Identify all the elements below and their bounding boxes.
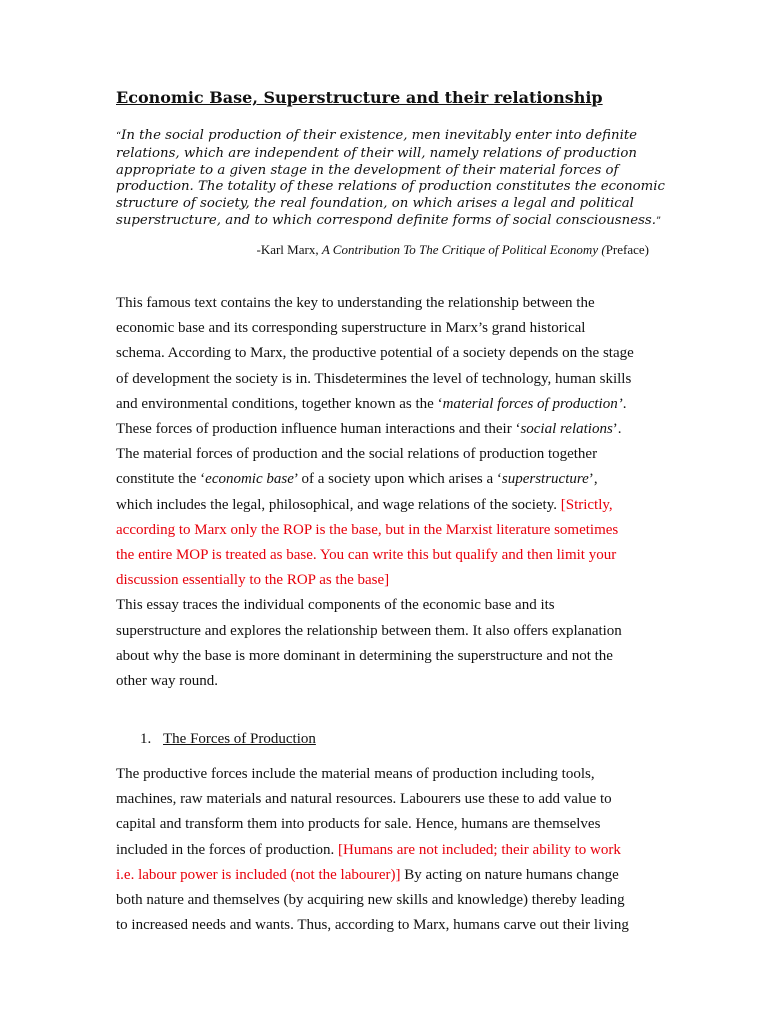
section-title: The Forces of Production [163,731,316,747]
text-line: superstructure and explores the relationship between them. It also offers explanation [116,622,622,639]
reviewer-comment: discussion essentially to the ROP as the base] [116,572,390,589]
quote-line: “In the social production of their existence, men inevitably enter into definite [116,128,638,143]
quote-line: structure of society, the real foundation, on which arises a legal and political [116,196,634,212]
text-line: i.e. labour power is included (not the labourer)] By acting on nature humans change [116,866,619,883]
text-line: The productive forces include the material means of production including tools, [116,766,595,782]
reviewer-comment: the entire MOP is treated as base. You can write this but qualify and then limit your [116,547,617,564]
text-line: other way round. [116,673,219,690]
text-line: This famous text contains the key to understanding the relationship between the [116,295,595,311]
close-quote-mark: ” [655,215,662,227]
text-line: This essay traces the individual components of the economic base and its [116,597,555,614]
intro-paragraph [116,291,656,694]
forces-paragraph [116,762,656,938]
open-quote-mark: “ [116,131,122,142]
text-line: machines, raw materials and natural resources. Labourers use these to add value to [116,791,612,808]
text-line: about why the base is more dominant in determining the superstructure and not the [116,647,613,664]
reviewer-comment: i.e. labour power is included (not the labourer)] [116,866,401,883]
text-line: The material forces of production and the social relations of production together [116,446,598,463]
text-line: of development the society is in. Thisdetermines the level of technology, human skills [116,370,632,387]
text-line: to increased needs and wants. Thus, according to Marx, humans carve out their living [116,917,629,934]
section-number: 1. [140,731,152,747]
quote-attribution: -Karl Marx, A Contribution To The Critique of Political Economy (Preface) [256,242,649,257]
text-line: both nature and themselves (by acquiring new skills and knowledge) thereby leading [116,892,625,909]
reviewer-comment: according to Marx only the ROP is the base, but in the Marxist literature sometimes [116,521,619,538]
text-line: economic base and its corresponding superstructure in Marx’s grand historical [116,320,586,337]
text-line: included in the forces of production. [Humans are not included; their ability to work [116,841,621,858]
cited-work: A Contribution To The Critique of Political Economy [321,242,599,257]
document-title: Economic Base, Superstructure and their relationship [116,88,603,107]
section-heading [140,731,316,748]
quote-line: superstructure, and to which correspond definite forms of social consciousness.” [116,212,662,228]
text-line: capital and transform them into products for sale. Hence, humans are themselves [116,816,601,833]
quote-line: appropriate to a given stage in the development of their material forces of [116,162,619,178]
marx-quote [116,128,665,231]
quote-line: production. The totality of these relations of production constitutes the economic [116,179,665,195]
reviewer-comment: [Strictly, [560,496,613,513]
text-line: and environmental conditions, together known as the ‘material forces of production’. [116,395,627,412]
text-line: constitute the ‘economic base’ of a society upon which arises a ‘superstructure’, [116,471,598,488]
quote-line: relations, which are independent of their will, namely relations of production [116,145,637,161]
text-line: which includes the legal, philosophical, and wage relations of the society. [Strictly, [116,496,613,513]
text-line: These forces of production influence human interactions and their ‘social relations’. [116,421,622,438]
reviewer-comment: [Humans are not included; their ability to work [338,841,621,858]
text-line: schema. According to Marx, the productive potential of a society depends on the stage [116,345,634,362]
